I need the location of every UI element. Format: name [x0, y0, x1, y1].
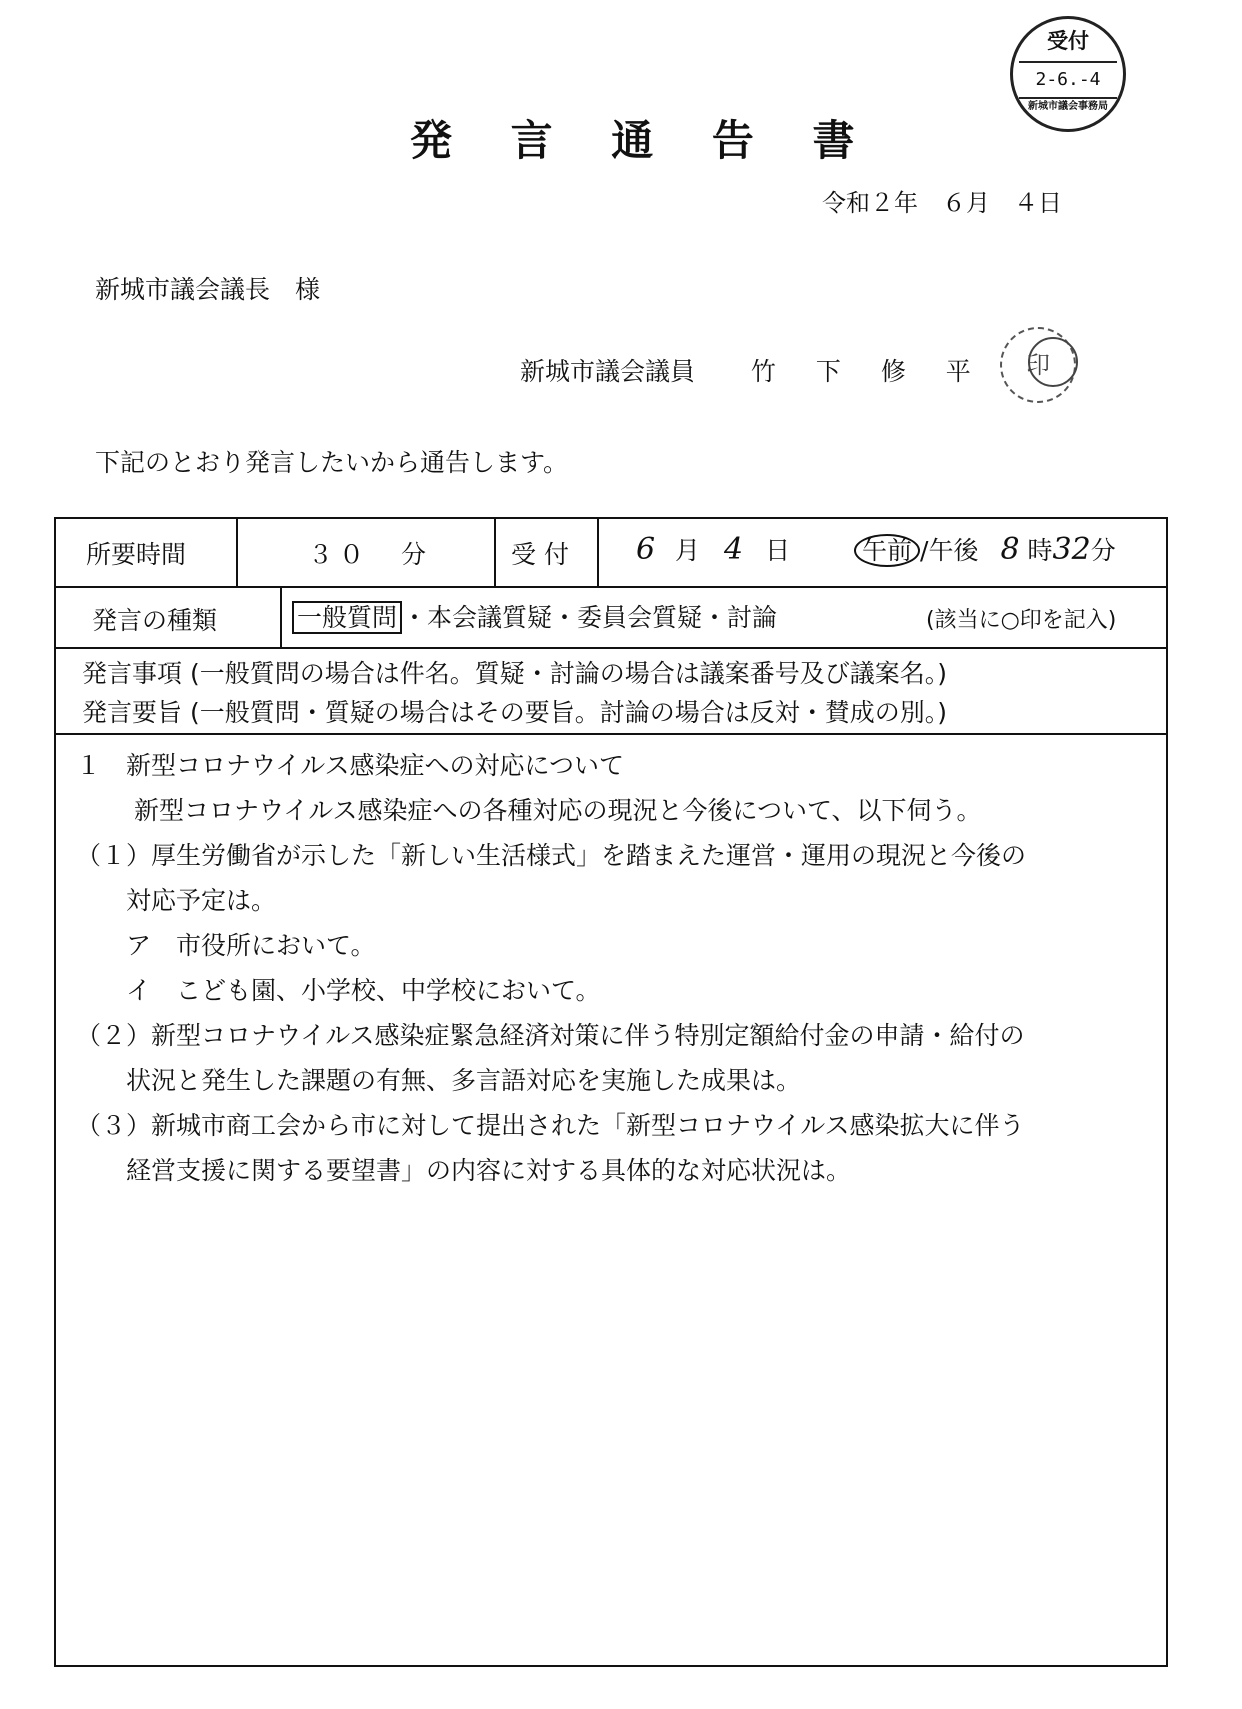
col-divider: [597, 519, 599, 586]
time-value: ３０ 分: [308, 540, 433, 569]
col-divider: [280, 586, 282, 647]
body-line: イ こども園、小学校、中学校において。: [76, 976, 601, 1005]
notice-body: [76, 743, 1026, 1193]
receipt-minute: 32: [1052, 532, 1091, 567]
type-selected: 一般質問: [292, 601, 402, 634]
notice-form: [54, 517, 1168, 1667]
month-unit: 月: [675, 536, 701, 565]
body-line: １ 新型コロナウイルス感染症への対応について: [76, 751, 625, 780]
body-line: （２）新型コロナウイルス感染症緊急経済対策に伴う特別定額給付金の申請・給付の: [76, 1021, 1025, 1050]
body-line: （１）厚生労働省が示した「新しい生活様式」を踏まえた運営・運用の現況と今後の: [76, 841, 1027, 870]
body-line: （３）新城市商工会から市に対して提出された「新型コロナウイルス感染拡大に伴う: [76, 1111, 1025, 1140]
sender-role: 新城市議会議員: [520, 357, 696, 386]
hour-unit: 時: [1027, 536, 1053, 565]
minute-unit: 分: [1090, 536, 1116, 565]
body-line: ア 市役所において。: [76, 931, 376, 960]
receipt-time: [636, 531, 1116, 567]
receipt-month: 6: [636, 532, 656, 567]
gist-label: 発言要旨 (一般質問・質疑の場合はその要旨。討論の場合は反対・賛成の別。): [82, 698, 947, 727]
receipt-label: 受 付: [511, 540, 569, 569]
type-label: 発言の種類: [92, 606, 218, 635]
body-line: 経営支援に関する要望書」の内容に対する具体的な対応状況は。: [76, 1156, 852, 1185]
seal-char: 印: [1026, 351, 1050, 379]
sender: [520, 352, 987, 388]
type-others: ・本会議質疑・委員会質疑・討論: [402, 603, 778, 632]
receipt-stamp-top: 受付: [1047, 29, 1089, 53]
type-options: [292, 598, 777, 634]
seal-ring: [1028, 337, 1078, 387]
row-divider: [56, 733, 1166, 735]
time-label: 所要時間: [86, 540, 187, 569]
day-unit: 日: [765, 536, 791, 565]
receipt-day: 4: [724, 532, 744, 567]
col-divider: [494, 519, 496, 586]
pm-option: /午後: [920, 536, 979, 565]
addressee: 新城市議会議長 様: [95, 275, 321, 304]
body-line: 新型コロナウイルス感染症への各種対応の現況と今後について、以下伺う。: [76, 796, 982, 825]
receipt-hour: 8: [1000, 532, 1020, 567]
col-divider: [236, 519, 238, 586]
receipt-stamp-date: 2-6.-4: [1019, 61, 1117, 99]
body-line: 状況と発生した課題の有無、多言語対応を実施した成果は。: [76, 1066, 802, 1095]
personal-seal-stamp: [1000, 327, 1076, 403]
am-circled: 午前: [854, 534, 920, 567]
receipt-stamp-bottom: 新城市議会事務局: [1028, 101, 1108, 112]
row-divider: [56, 586, 1166, 588]
document-title: 発 言 通 告 書: [410, 116, 877, 165]
matter-label: 発言事項 (一般質問の場合は件名。質疑・討論の場合は議案番号及び議案名。): [82, 659, 947, 688]
sender-name: 竹 下 修 平: [750, 357, 987, 386]
type-note: (該当に○印を記入): [926, 608, 1117, 633]
intro-text: 下記のとおり発言したいから通告します。: [95, 448, 569, 477]
row-divider: [56, 647, 1166, 649]
body-line: 対応予定は。: [76, 886, 277, 915]
document-date: 令和２年 ６月 ４日: [822, 189, 1062, 217]
receipt-stamp: [1010, 16, 1126, 132]
